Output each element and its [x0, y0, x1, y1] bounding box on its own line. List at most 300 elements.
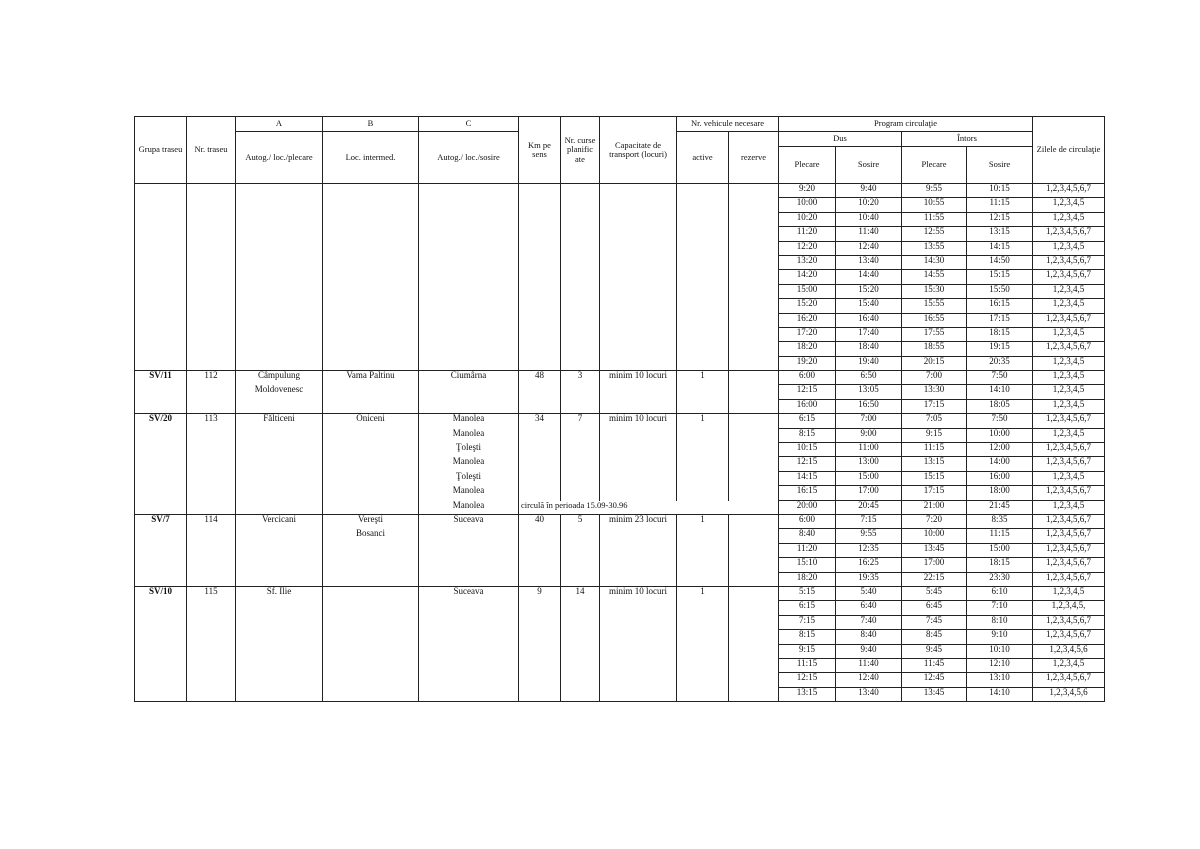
table-row — [135, 428, 1105, 442]
intermed-cell — [323, 270, 419, 284]
dus-plecare-cell: 15:10 — [779, 558, 836, 572]
km-cell — [519, 227, 561, 241]
dus-plecare-cell: 11:20 — [779, 227, 836, 241]
grupa-cell — [135, 399, 187, 413]
nr-traseu-cell: 115 — [187, 586, 236, 600]
grupa-cell — [135, 255, 187, 269]
dus-plecare-cell: 12:15 — [779, 457, 836, 471]
dus-sosire-cell: 15:40 — [836, 299, 902, 313]
dus-sosire-cell: 8:40 — [836, 630, 902, 644]
table-row — [135, 313, 1105, 327]
rezerve-cell — [729, 443, 779, 457]
sosire-cell — [419, 313, 519, 327]
intors-plecare-cell: 9:15 — [902, 428, 967, 442]
curse-cell: 7 — [561, 414, 600, 428]
active-cell: 1 — [677, 371, 729, 385]
active-cell — [677, 342, 729, 356]
dus-sosire-cell: 16:40 — [836, 313, 902, 327]
dus-plecare-cell: 6:15 — [779, 414, 836, 428]
dus-sosire-cell: 16:25 — [836, 558, 902, 572]
intors-plecare-cell: 13:15 — [902, 457, 967, 471]
dus-plecare-cell: 8:15 — [779, 428, 836, 442]
intors-plecare-cell: 10:00 — [902, 529, 967, 543]
km-cell — [519, 428, 561, 442]
capacitate-cell — [600, 198, 677, 212]
rezerve-cell — [729, 601, 779, 615]
intors-sosire-cell: 9:10 — [967, 630, 1033, 644]
plecare-cell — [236, 572, 323, 586]
intors-sosire-cell: 11:15 — [967, 198, 1033, 212]
plecare-cell — [236, 630, 323, 644]
grupa-cell — [135, 615, 187, 629]
intermed-cell — [323, 586, 419, 600]
dus-plecare-cell: 15:00 — [779, 284, 836, 298]
nr-traseu-cell — [187, 658, 236, 672]
nr-traseu-cell — [187, 241, 236, 255]
rezerve-cell — [729, 486, 779, 500]
zilele-cell: 1,2,3,4,5 — [1033, 327, 1105, 341]
intors-plecare-cell: 11:55 — [902, 212, 967, 226]
sosire-cell — [419, 299, 519, 313]
intermed-cell — [323, 615, 419, 629]
zilele-cell: 1,2,3,4,5 — [1033, 356, 1105, 370]
curse-cell: 14 — [561, 586, 600, 600]
sosire-cell: Manolea — [419, 500, 519, 514]
km-cell — [519, 327, 561, 341]
nr-traseu-cell — [187, 356, 236, 370]
dus-plecare-cell: 12:20 — [779, 241, 836, 255]
capacitate-cell — [600, 486, 677, 500]
capacitate-cell: minim 23 locuri — [600, 514, 677, 528]
nr-traseu-cell — [187, 457, 236, 471]
curse-cell — [561, 255, 600, 269]
km-cell — [519, 471, 561, 485]
active-cell — [677, 184, 729, 198]
active-cell: 1 — [677, 414, 729, 428]
intors-sosire-cell: 23:30 — [967, 572, 1033, 586]
intors-sosire-cell: 14:50 — [967, 255, 1033, 269]
plecare-cell — [236, 342, 323, 356]
grupa-cell — [135, 284, 187, 298]
km-cell — [519, 486, 561, 500]
zilele-cell: 1,2,3,4,5 — [1033, 198, 1105, 212]
capacitate-cell — [600, 471, 677, 485]
active-cell — [677, 601, 729, 615]
sosire-cell — [419, 615, 519, 629]
header-a-sub: Autog./ loc./plecare — [236, 132, 323, 184]
dus-sosire-cell: 13:05 — [836, 385, 902, 399]
nr-traseu-cell — [187, 673, 236, 687]
table-row — [135, 586, 1105, 600]
grupa-cell — [135, 299, 187, 313]
intors-sosire-cell: 16:15 — [967, 299, 1033, 313]
active-cell — [677, 255, 729, 269]
dus-plecare-cell: 20:00 — [779, 500, 836, 514]
intors-sosire-cell: 18:00 — [967, 486, 1033, 500]
nr-traseu-cell — [187, 529, 236, 543]
zilele-cell: 1,2,3,4,5,6,7 — [1033, 443, 1105, 457]
dus-plecare-cell: 11:20 — [779, 543, 836, 557]
intermed-cell — [323, 601, 419, 615]
sosire-cell: Ciumârna — [419, 371, 519, 385]
km-cell — [519, 630, 561, 644]
intermed-cell — [323, 572, 419, 586]
dus-plecare-cell: 16:00 — [779, 399, 836, 413]
intermed-cell — [323, 313, 419, 327]
km-cell: 9 — [519, 586, 561, 600]
nr-traseu-cell — [187, 227, 236, 241]
dus-plecare-cell: 18:20 — [779, 342, 836, 356]
table-row — [135, 299, 1105, 313]
rezerve-cell — [729, 630, 779, 644]
grupa-cell — [135, 572, 187, 586]
intermed-cell — [323, 471, 419, 485]
km-cell — [519, 241, 561, 255]
grupa-cell — [135, 630, 187, 644]
nr-traseu-cell — [187, 313, 236, 327]
grupa-cell: SV/20 — [135, 414, 187, 428]
dus-plecare-cell: 19:20 — [779, 356, 836, 370]
capacitate-cell — [600, 673, 677, 687]
header-km: Km pe sens — [519, 117, 561, 184]
table-row — [135, 227, 1105, 241]
dus-sosire-cell: 7:00 — [836, 414, 902, 428]
schedule-sheet — [134, 116, 1104, 702]
capacitate-cell — [600, 558, 677, 572]
intors-sosire-cell: 20:35 — [967, 356, 1033, 370]
intors-plecare-cell: 7:05 — [902, 414, 967, 428]
curse-cell — [561, 284, 600, 298]
rezerve-cell — [729, 586, 779, 600]
plecare-cell — [236, 558, 323, 572]
km-cell — [519, 299, 561, 313]
sosire-cell — [419, 630, 519, 644]
intors-plecare-cell: 7:20 — [902, 514, 967, 528]
capacitate-cell: minim 10 locuri — [600, 586, 677, 600]
plecare-cell — [236, 212, 323, 226]
capacitate-cell — [600, 443, 677, 457]
km-cell — [519, 385, 561, 399]
km-cell — [519, 270, 561, 284]
intors-sosire-cell: 7:10 — [967, 601, 1033, 615]
curse-cell — [561, 356, 600, 370]
active-cell — [677, 673, 729, 687]
km-cell — [519, 572, 561, 586]
intors-sosire-cell: 15:00 — [967, 543, 1033, 557]
header-col-b: B — [323, 117, 419, 132]
active-cell — [677, 212, 729, 226]
grupa-cell — [135, 601, 187, 615]
active-cell — [677, 572, 729, 586]
rezerve-cell — [729, 572, 779, 586]
zilele-cell: 1,2,3,4,5 — [1033, 371, 1105, 385]
nr-traseu-cell — [187, 443, 236, 457]
curse-cell — [561, 543, 600, 557]
zilele-cell: 1,2,3,4,5,6,7 — [1033, 342, 1105, 356]
capacitate-cell — [600, 644, 677, 658]
dus-sosire-cell: 17:00 — [836, 486, 902, 500]
table-header — [135, 117, 1105, 184]
km-cell: 34 — [519, 414, 561, 428]
active-cell — [677, 687, 729, 701]
active-cell — [677, 443, 729, 457]
plecare-cell: Câmpulung — [236, 371, 323, 385]
zilele-cell: 1,2,3,4,5,6,7 — [1033, 673, 1105, 687]
plecare-cell — [236, 284, 323, 298]
rezerve-cell — [729, 284, 779, 298]
active-cell — [677, 615, 729, 629]
intors-sosire-cell: 15:50 — [967, 284, 1033, 298]
curse-cell — [561, 428, 600, 442]
dus-sosire-cell: 12:40 — [836, 673, 902, 687]
nr-traseu-cell — [187, 630, 236, 644]
plecare-cell — [236, 399, 323, 413]
intermed-cell — [323, 543, 419, 557]
capacitate-cell — [600, 543, 677, 557]
curse-cell — [561, 615, 600, 629]
nr-traseu-cell — [187, 198, 236, 212]
curse-cell — [561, 644, 600, 658]
rezerve-cell — [729, 212, 779, 226]
intermed-cell — [323, 630, 419, 644]
table-row — [135, 543, 1105, 557]
intors-sosire-cell: 10:15 — [967, 184, 1033, 198]
curse-cell — [561, 270, 600, 284]
nr-traseu-cell — [187, 327, 236, 341]
dus-plecare-cell: 16:15 — [779, 486, 836, 500]
grupa-cell — [135, 385, 187, 399]
intermed-cell — [323, 399, 419, 413]
plecare-cell — [236, 270, 323, 284]
sosire-cell — [419, 198, 519, 212]
capacitate-cell — [600, 184, 677, 198]
active-cell — [677, 644, 729, 658]
sosire-cell — [419, 558, 519, 572]
dus-plecare-cell: 14:15 — [779, 471, 836, 485]
intermed-cell: Vereşti — [323, 514, 419, 528]
curse-cell — [561, 342, 600, 356]
intors-sosire-cell: 18:05 — [967, 399, 1033, 413]
capacitate-cell — [600, 601, 677, 615]
header-dus: Dus — [779, 132, 902, 147]
intermed-cell — [323, 327, 419, 341]
dus-sosire-cell: 12:35 — [836, 543, 902, 557]
header-col-c: C — [419, 117, 519, 132]
plecare-cell — [236, 227, 323, 241]
table-row — [135, 443, 1105, 457]
active-cell — [677, 457, 729, 471]
curse-cell — [561, 184, 600, 198]
grupa-cell — [135, 543, 187, 557]
grupa-cell — [135, 313, 187, 327]
active-cell — [677, 356, 729, 370]
plecare-cell — [236, 644, 323, 658]
sosire-cell: Suceava — [419, 586, 519, 600]
intors-sosire-cell: 13:15 — [967, 227, 1033, 241]
table-row — [135, 284, 1105, 298]
rezerve-cell — [729, 644, 779, 658]
sosire-cell — [419, 284, 519, 298]
sosire-cell: Manolea — [419, 486, 519, 500]
intermed-cell — [323, 428, 419, 442]
sosire-cell — [419, 687, 519, 701]
nr-traseu-cell — [187, 471, 236, 485]
zilele-cell: 1,2,3,4,5 — [1033, 212, 1105, 226]
active-cell — [677, 543, 729, 557]
intors-plecare-cell: 5:45 — [902, 586, 967, 600]
plecare-cell — [236, 601, 323, 615]
header-zilele: Zilele de circulaţie — [1033, 117, 1105, 184]
curse-cell — [561, 572, 600, 586]
plecare-cell — [236, 687, 323, 701]
intors-plecare-cell: 7:45 — [902, 615, 967, 629]
header-intors-sosire: Sosire — [967, 147, 1033, 184]
grupa-cell — [135, 184, 187, 198]
intermed-cell: Vama Paltinu — [323, 371, 419, 385]
nr-traseu-cell — [187, 687, 236, 701]
sosire-cell — [419, 543, 519, 557]
table-body — [135, 184, 1105, 702]
km-cell — [519, 457, 561, 471]
rezerve-cell — [729, 558, 779, 572]
dus-plecare-cell: 10:20 — [779, 212, 836, 226]
grupa-cell — [135, 644, 187, 658]
capacitate-cell — [600, 658, 677, 672]
dus-plecare-cell: 6:15 — [779, 601, 836, 615]
capacitate-cell — [600, 227, 677, 241]
nr-traseu-cell — [187, 644, 236, 658]
sosire-cell — [419, 529, 519, 543]
intors-plecare-cell: 12:55 — [902, 227, 967, 241]
intors-plecare-cell: 6:45 — [902, 601, 967, 615]
capacitate-cell — [600, 356, 677, 370]
curse-cell — [561, 299, 600, 313]
dus-sosire-cell: 15:00 — [836, 471, 902, 485]
dus-plecare-cell: 18:20 — [779, 572, 836, 586]
grupa-cell — [135, 270, 187, 284]
table-row — [135, 255, 1105, 269]
dus-sosire-cell: 19:40 — [836, 356, 902, 370]
plecare-cell — [236, 428, 323, 442]
dus-plecare-cell: 10:15 — [779, 443, 836, 457]
curse-cell — [561, 630, 600, 644]
grupa-cell — [135, 658, 187, 672]
header-c-sub: Autog./ loc./sosire — [419, 132, 519, 184]
nr-traseu-cell — [187, 500, 236, 514]
dus-plecare-cell: 14:20 — [779, 270, 836, 284]
table-row — [135, 486, 1105, 500]
active-cell — [677, 299, 729, 313]
table-row — [135, 457, 1105, 471]
intermed-cell — [323, 443, 419, 457]
grupa-cell — [135, 241, 187, 255]
nr-traseu-cell — [187, 270, 236, 284]
dus-sosire-cell: 11:40 — [836, 227, 902, 241]
zilele-cell: 1,2,3,4,5,6,7 — [1033, 414, 1105, 428]
nr-traseu-cell — [187, 615, 236, 629]
period-note: circulă în perioada 15.09-30.96 — [519, 500, 779, 514]
curse-cell — [561, 486, 600, 500]
capacitate-cell — [600, 313, 677, 327]
dus-plecare-cell: 12:15 — [779, 673, 836, 687]
intors-sosire-cell: 13:10 — [967, 673, 1033, 687]
capacitate-cell — [600, 572, 677, 586]
intors-plecare-cell: 11:45 — [902, 658, 967, 672]
dus-plecare-cell: 6:00 — [779, 514, 836, 528]
curse-cell — [561, 241, 600, 255]
active-cell — [677, 630, 729, 644]
dus-sosire-cell: 6:40 — [836, 601, 902, 615]
capacitate-cell — [600, 529, 677, 543]
zilele-cell: 1,2,3,4,5,6,7 — [1033, 572, 1105, 586]
grupa-cell — [135, 486, 187, 500]
dus-sosire-cell: 11:00 — [836, 443, 902, 457]
intermed-cell — [323, 558, 419, 572]
intors-plecare-cell: 15:55 — [902, 299, 967, 313]
curse-cell — [561, 687, 600, 701]
zilele-cell: 1,2,3,4,5,6,7 — [1033, 184, 1105, 198]
intors-sosire-cell: 7:50 — [967, 371, 1033, 385]
intors-sosire-cell: 12:10 — [967, 658, 1033, 672]
plecare-cell: Fălticeni — [236, 414, 323, 428]
plecare-cell — [236, 658, 323, 672]
grupa-cell — [135, 212, 187, 226]
curse-cell — [561, 313, 600, 327]
rezerve-cell — [729, 299, 779, 313]
sosire-cell — [419, 399, 519, 413]
sosire-cell: Manolea — [419, 414, 519, 428]
grupa-cell — [135, 428, 187, 442]
capacitate-cell — [600, 385, 677, 399]
curse-cell — [561, 658, 600, 672]
dus-plecare-cell: 13:15 — [779, 687, 836, 701]
intermed-cell — [323, 198, 419, 212]
nr-traseu-cell — [187, 486, 236, 500]
dus-sosire-cell: 6:50 — [836, 371, 902, 385]
active-cell — [677, 558, 729, 572]
sosire-cell: Ţoleşti — [419, 443, 519, 457]
zilele-cell: 1,2,3,4,5,6 — [1033, 687, 1105, 701]
table-row — [135, 644, 1105, 658]
zilele-cell: 1,2,3,4,5,6,7 — [1033, 255, 1105, 269]
km-cell: 48 — [519, 371, 561, 385]
grupa-cell — [135, 342, 187, 356]
plecare-cell — [236, 543, 323, 557]
table-row — [135, 270, 1105, 284]
header-intors: Întors — [902, 132, 1033, 147]
sosire-cell: Manolea — [419, 428, 519, 442]
header-nr-traseu: Nr. traseu — [187, 117, 236, 184]
intermed-cell — [323, 500, 419, 514]
capacitate-cell: minim 10 locuri — [600, 371, 677, 385]
curse-cell — [561, 443, 600, 457]
table-row — [135, 399, 1105, 413]
plecare-cell — [236, 299, 323, 313]
plecare-cell: Sf. Ilie — [236, 586, 323, 600]
intors-sosire-cell: 16:00 — [967, 471, 1033, 485]
intors-plecare-cell: 17:15 — [902, 486, 967, 500]
intermed-cell — [323, 299, 419, 313]
intors-plecare-cell: 14:30 — [902, 255, 967, 269]
sosire-cell — [419, 572, 519, 586]
capacitate-cell — [600, 327, 677, 341]
curse-cell — [561, 227, 600, 241]
zilele-cell: 1,2,3,4,5 — [1033, 299, 1105, 313]
km-cell — [519, 399, 561, 413]
grupa-cell — [135, 198, 187, 212]
active-cell — [677, 284, 729, 298]
nr-traseu-cell — [187, 572, 236, 586]
